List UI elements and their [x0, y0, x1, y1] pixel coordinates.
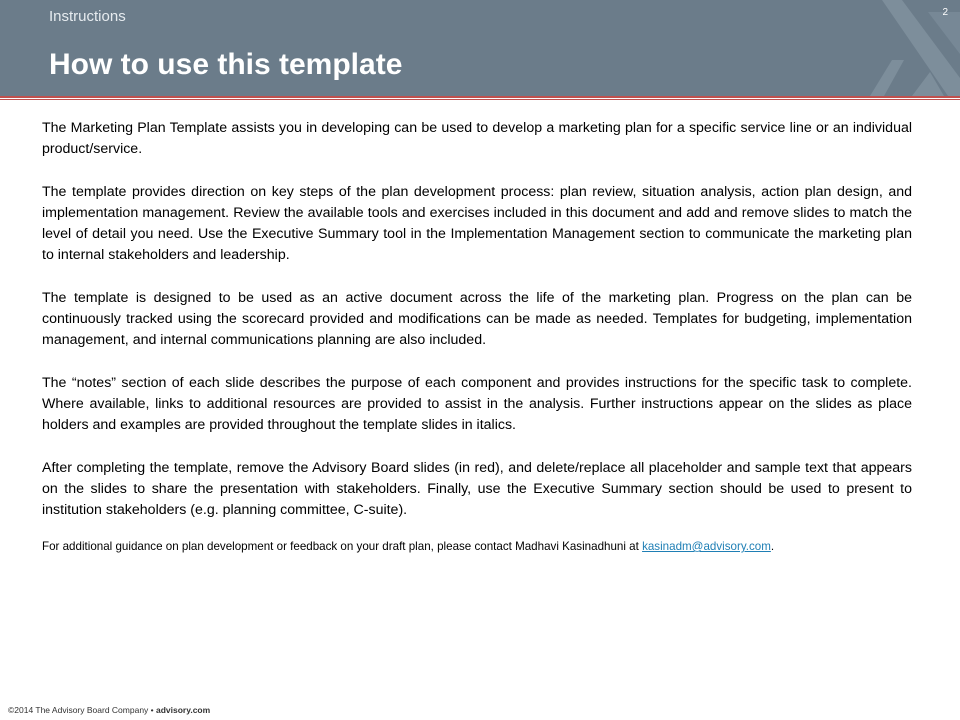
- paragraph-completion: After completing the template, remove the Advisory Board slides (in red), and delete/replace all placeholder and sample text that appears on the slides to share the presentation with stakeholders. Finally, use the Executive Summary section should be used to present to institution stakeholders (e.g. planning committee, C-suite).: [42, 460, 912, 518]
- paragraph-notes: The “notes” section of each slide describes the purpose of each component and provides instructions for the specific task to complete. Where available, links to additional resources are provided to assist in the analysis. Further instructions appear on the slides as place holders and examples are provided throughout the template slides in italics.: [42, 375, 912, 433]
- section-label: Instructions: [49, 8, 126, 25]
- header-divider: [0, 96, 960, 98]
- advisory-board-logo-icon: [830, 0, 960, 96]
- page-title: How to use this template: [49, 48, 403, 81]
- footer: [8, 705, 210, 715]
- instructions-body: [42, 118, 912, 554]
- contact-suffix: .: [770, 540, 775, 553]
- footer-site: advisory.com: [156, 705, 211, 715]
- contact-text: For additional guidance on plan development or feedback on your draft plan, please contact Madhavi Kasinadhuni at: [42, 540, 643, 553]
- footer-copyright: ©2014 The Advisory Board Company •: [8, 705, 156, 715]
- paragraph-process: The template provides direction on key steps of the plan development process: plan review, situation analysis, action plan design, and implementation management. Review the available tools and exercises included in this document and add and remove slides to match the level of detail you need. Use the Executive Summary tool in the Implementation Management section to communicate the marketing plan to internal stakeholders and leadership.: [42, 184, 912, 263]
- paragraph-overview: The Marketing Plan Template assists you in developing can be used to develop a marketing plan for a specific service line or an individual product/service.: [42, 120, 912, 157]
- paragraph-active-document: The template is designed to be used as an active document across the life of the marketing plan. Progress on the plan can be continuously tracked using the scorecard provided and modifications can be made as needed. Templates for budgeting, implementation management, and internal communications planning are also included.: [42, 290, 912, 348]
- contact-email-link[interactable]: kasinadm@advisory.com: [642, 540, 771, 553]
- contact-line: [42, 539, 912, 554]
- page-number: 2: [942, 7, 948, 18]
- header-banner: [0, 0, 960, 96]
- header-divider-thin: [0, 99, 960, 100]
